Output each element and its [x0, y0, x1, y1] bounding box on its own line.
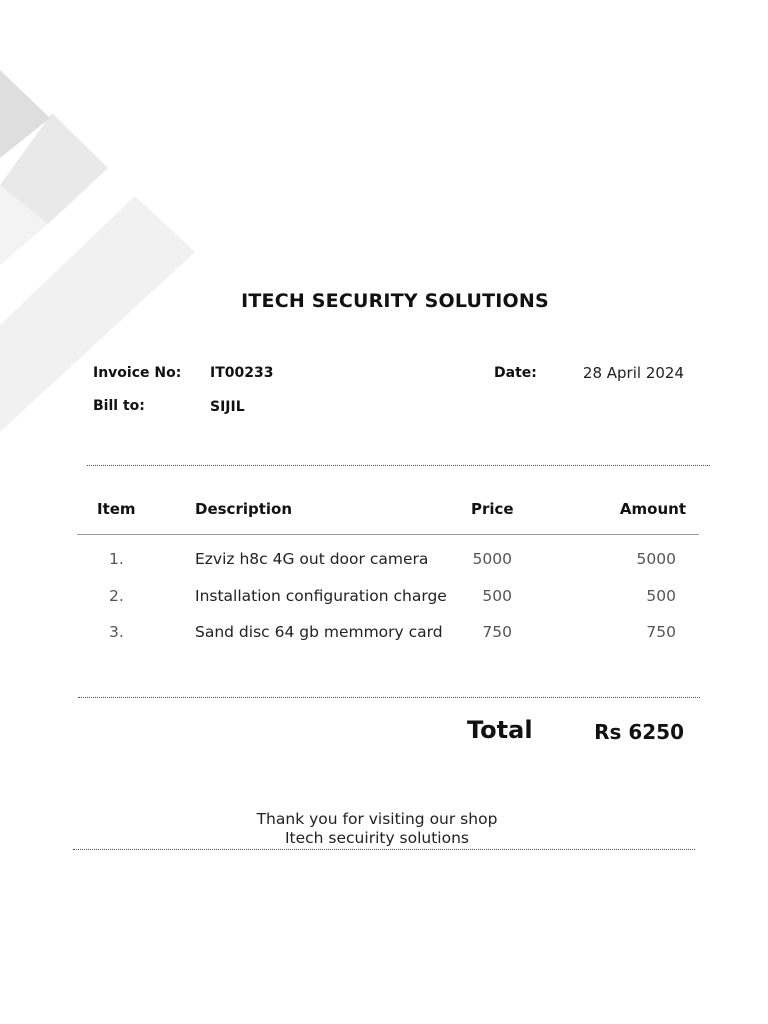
bill-to-label: Bill to: — [93, 398, 145, 414]
row-index: 3. — [109, 623, 124, 641]
column-header-description: Description — [195, 500, 293, 518]
date-label: Date: — [494, 365, 537, 381]
row-amount: 500 — [646, 587, 676, 605]
footer-shop-name: Itech secuirity solutions — [284, 829, 470, 847]
row-price: 5000 — [472, 550, 512, 568]
row-index: 1. — [109, 550, 124, 568]
date-value: 28 April 2024 — [582, 364, 684, 382]
footer-divider — [73, 849, 695, 850]
total-value: Rs 6250 — [594, 720, 684, 744]
footer-thank-you: Thank you for visiting our shop — [256, 810, 498, 828]
row-price: 500 — [482, 587, 512, 605]
row-description: Sand disc 64 gb memmory card — [195, 623, 443, 641]
row-description: Ezviz h8c 4G out door camera — [195, 550, 429, 568]
table-header-divider — [77, 534, 699, 535]
column-header-amount: Amount — [619, 500, 686, 518]
row-description: Installation configuration charge — [195, 587, 447, 605]
total-label: Total — [467, 716, 533, 744]
row-index: 2. — [109, 587, 124, 605]
total-divider — [78, 697, 700, 698]
header-divider — [87, 465, 710, 466]
company-title: ITECH SECURITY SOLUTIONS — [241, 290, 549, 312]
invoice-number-label: Invoice No: — [93, 365, 182, 381]
column-header-item: Item — [97, 500, 136, 518]
column-header-price: Price — [471, 500, 514, 518]
row-amount: 5000 — [636, 550, 676, 568]
row-price: 750 — [482, 623, 512, 641]
row-amount: 750 — [646, 623, 676, 641]
bill-to-value: SIJIL — [210, 399, 245, 415]
invoice-number-value: IT00233 — [210, 365, 274, 381]
